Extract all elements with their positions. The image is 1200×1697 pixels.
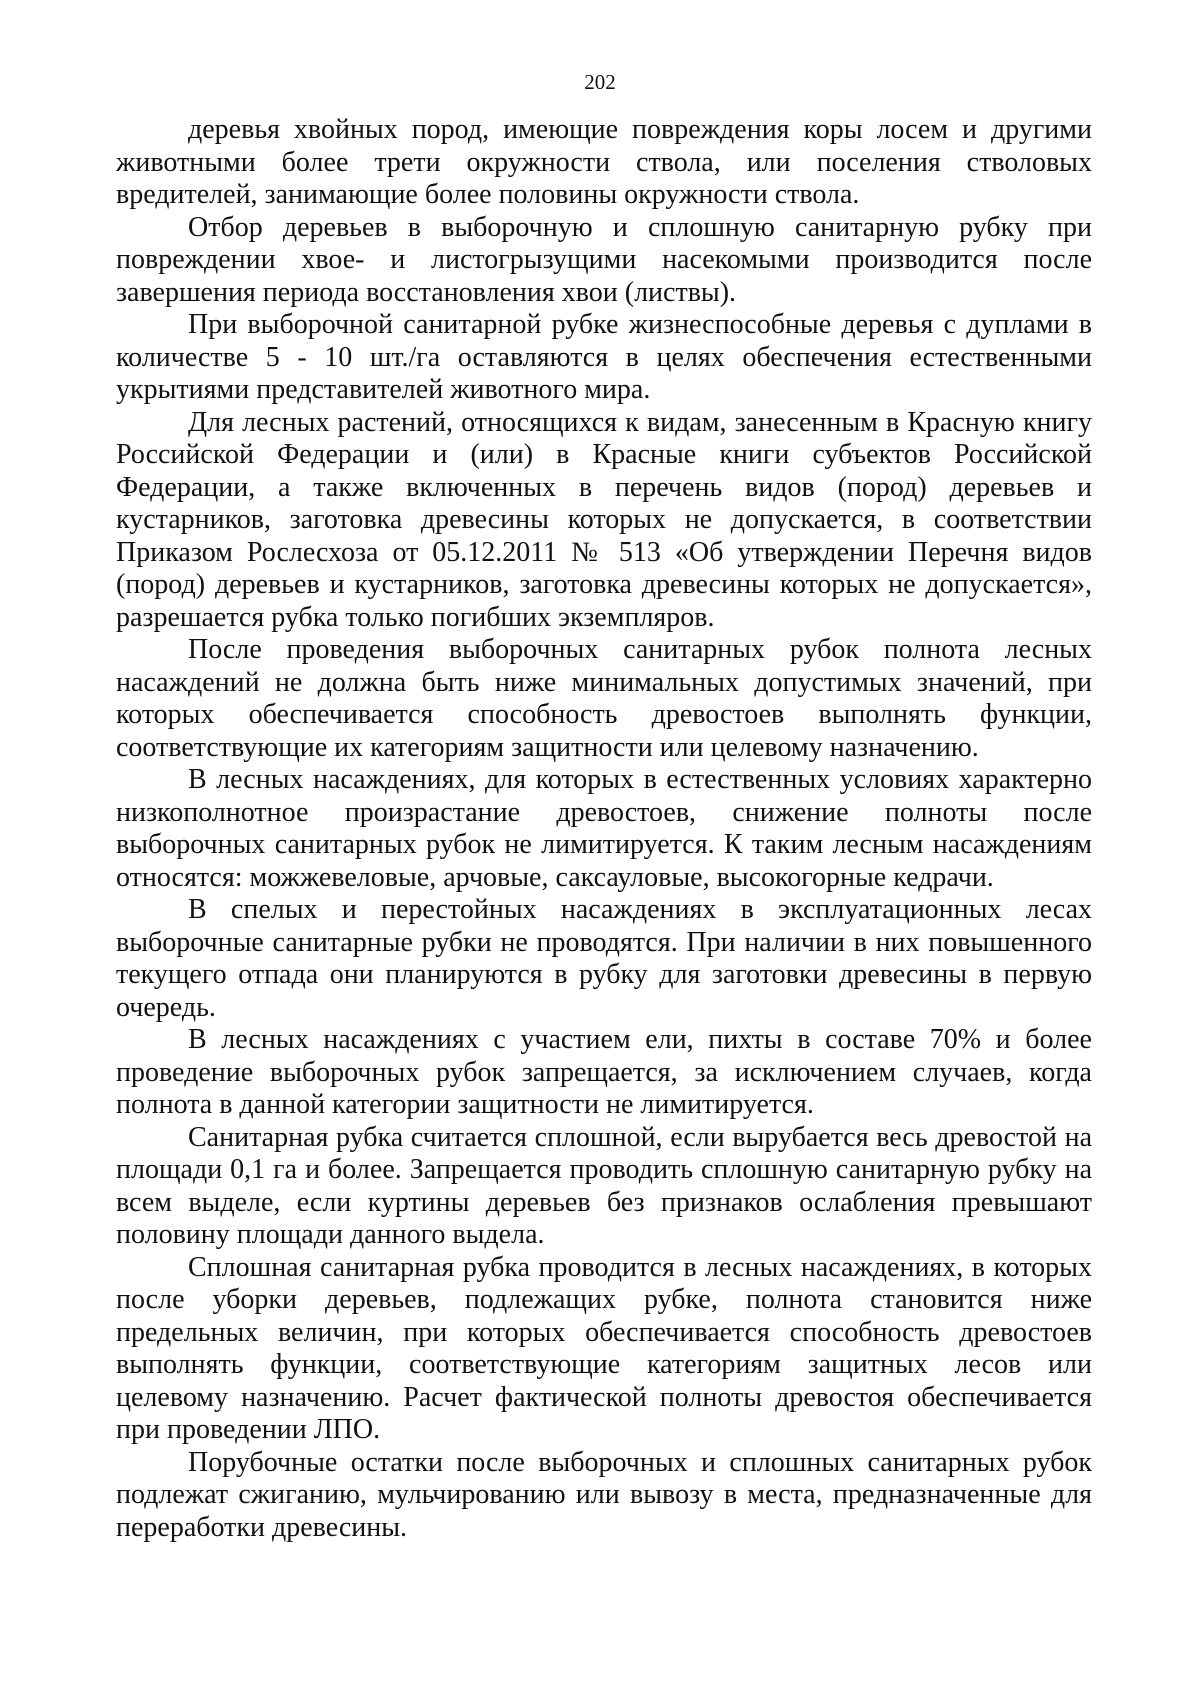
paragraph-1: деревья хвойных пород, имеющие повреждения коры лосем и другими животными более трети окружности ствола, или поселения стволовых вредителей, занимающие более половины окружности ствола. xyxy=(116,114,1092,210)
paragraph-10: Сплошная санитарная рубка проводится в лесных насаждениях, в которых после уборки деревьев, подлежащих рубке, полнота становится ниже предельных величин, при которых обеспечивается способность древостоев выполнять функции, соответствующие категориям защитных лесов или целевому назначению. Расчет фактической полноты древостоя обеспечивается при проведении ЛПО. xyxy=(116,1251,1092,1445)
paragraph-8: В лесных насаждениях с участием ели, пихты в составе 70% и более проведение выборочных рубок запрещается, за исключением случаев, когда полнота в данной категории защитности не лимитируется. xyxy=(116,1024,1092,1120)
paragraph-11: Порубочные остатки после выборочных и сплошных санитарных рубок подлежат сжиганию, мульчированию или вывозу в места, предназначенные для переработки древесины. xyxy=(116,1446,1092,1543)
page-number: 202 xyxy=(584,70,616,94)
paragraph-6: В лесных насаждениях, для которых в естественных условиях характерно низкополнотное произрастание древостоев, снижение полноты после выборочных санитарных рубок не лимитируется. К таким лесным насаждениям относятся: можжевеловые, арчовые, саксауловые, высокогорные кедрачи. xyxy=(116,764,1092,893)
paragraph-7: В спелых и перестойных насаждениях в эксплуатационных лесах выборочные санитарные рубки не проводятся. При наличии в них повышенного текущего отпада они планируются в рубку для заготовки древесины в первую очередь. xyxy=(116,894,1092,1023)
paragraph-9: Санитарная рубка считается сплошной, если вырубается весь древостой на площади 0,1 га и более. Запрещается проводить сплошную санитарную рубку на всем выделе, если куртины деревьев без признаков ослабления превышают половину площади данного выдела. xyxy=(116,1121,1092,1250)
paragraph-3: При выборочной санитарной рубке жизнеспособные деревья с дуплами в количестве 5 - 10 шт./га оставляются в целях обеспечения естественными укрытиями представителей животного мира. xyxy=(116,309,1092,405)
document-body xyxy=(116,114,1092,1544)
paragraph-5: После проведения выборочных санитарных рубок полнота лесных насаждений не должна быть ниже минимальных допустимых значений, при которых обеспечивается способность древостоев выполнять функции, соответствующие их категориям защитности или целевому назначению. xyxy=(116,634,1092,763)
paragraph-2: Отбор деревьев в выборочную и сплошную санитарную рубку при повреждении хвое- и листогрызущими насекомыми производится после завершения периода восстановления хвои (листвы). xyxy=(116,211,1092,308)
paragraph-4: Для лесных растений, относящихся к видам, занесенным в Красную книгу Российской Федерации и (или) в Красные книги субъектов Российской Федерации, а также включенных в перечень видов (пород) деревьев и кустарников, заготовка древесины которых не допускается, в соответствии Приказом Рослесхоза от 05.12.2011 № 513 «Об утверждении Перечня видов (пород) деревьев и кустарников, заготовка древесины которых не допускается», разрешается рубка только погибших экземпляров. xyxy=(116,406,1092,633)
